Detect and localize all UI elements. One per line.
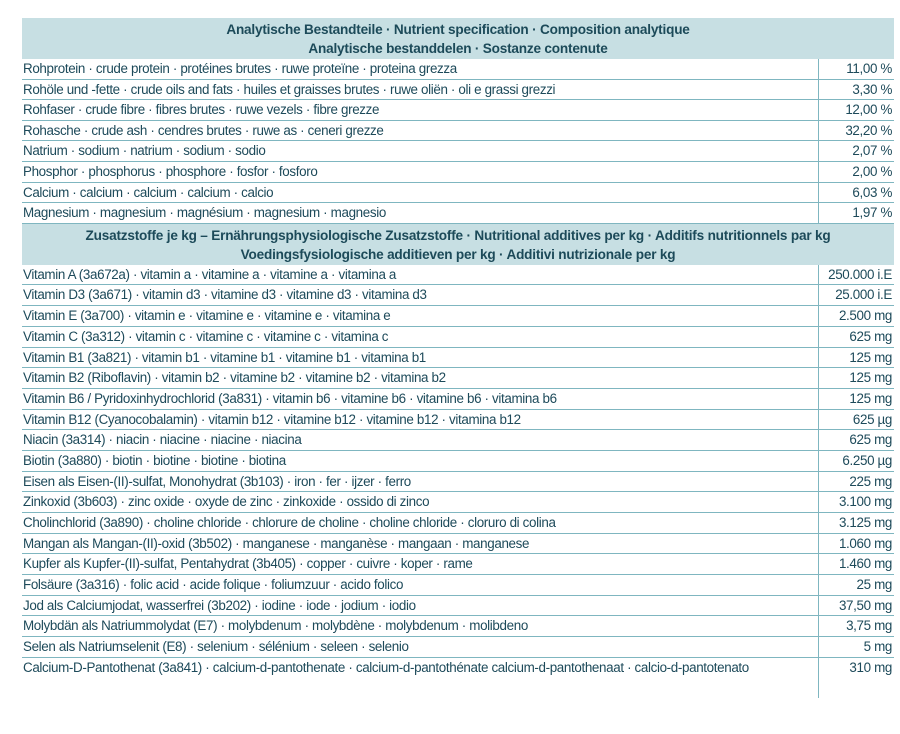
row-name: Vitamin D3 (3a671) · vitamin d3 · vitamine d3 · vitamine d3 · vitamina d3 (22, 285, 819, 305)
table-row (22, 534, 894, 555)
row-value: 125 mg (849, 349, 892, 365)
additives-title-line1: Zusatzstoffe je kg – Ernährungsphysiologische Zusatzstoffe · Nutritional additives per kg · Additifs nutritionnels par kg (85, 227, 831, 243)
table-row (22, 451, 894, 472)
table-row (22, 183, 894, 204)
row-value: 6.250 µg (842, 452, 892, 468)
additives-title-line2: Voedingsfysiologische additieven per kg · Additivi nutrizionale per kg (240, 246, 676, 262)
table-row (22, 121, 894, 142)
table-row (22, 203, 894, 224)
row-value: 2,00 % (852, 163, 892, 179)
analytical-title-line1: Analytische Bestandteile · Nutrient specification · Composition analytique (226, 22, 690, 37)
table-row (22, 410, 894, 431)
analytical-header (22, 18, 894, 59)
table-row (22, 100, 894, 121)
row-name: Calcium · calcium · calcium · calcium · calcio (22, 183, 819, 203)
row-name: Jod als Calciumjodat, wasserfrei (3b202) · iodine · iode · jodium · iodio (22, 596, 819, 616)
row-value: 1,97 % (852, 205, 892, 221)
table-row (22, 265, 894, 286)
row-value: 3,30 % (852, 81, 892, 97)
row-value: 3.125 mg (838, 515, 892, 530)
table-row (22, 554, 894, 575)
row-name: Vitamin C (3a312) · vitamin c · vitamine c · vitamine c · vitamina c (22, 327, 819, 347)
row-name: Mangan als Mangan-(II)-oxid (3b502) · manganese · manganèse · mangaan · manganese (22, 534, 819, 554)
additives-header (22, 224, 894, 265)
row-name: Vitamin A (3a672a) · vitamin a · vitamine a · vitamine a · vitamina a (22, 265, 819, 285)
row-name: Kupfer als Kupfer-(II)-sulfat, Pentahydrat (3b405) · copper · cuivre · koper · rame (22, 554, 819, 574)
row-name: Magnesium · magnesium · magnésium · magnesium · magnesio (22, 203, 819, 223)
row-value: 125 mg (849, 370, 892, 386)
table-row (22, 389, 894, 410)
row-name: Rohöle und -fette · crude oils and fats · huiles et graisses brutes · ruwe oliën · oli e grassi grezzi (22, 80, 819, 100)
row-value: 2,07 % (852, 143, 892, 159)
row-name: Selen als Natriumselenit (E8) · selenium · sélénium · seleen · selenio (22, 637, 819, 657)
row-name: Vitamin B12 (Cyanocobalamin) · vitamin b12 · vitamine b12 · vitamine b12 · vitamina b12 (22, 410, 819, 430)
table-row (22, 596, 894, 617)
row-value: 3.100 mg (838, 494, 892, 510)
row-value: 11,00 % (846, 61, 892, 76)
row-value: 310 mg (849, 659, 892, 675)
row-name: Cholinchlorid (3a890) · choline chloride · chlorure de choline · choline chloride · cloruro di colina (22, 513, 819, 533)
table-row (22, 513, 894, 534)
row-name: Vitamin B2 (Riboflavin) · vitamin b2 · vitamine b2 · vitamine b2 · vitamina b2 (22, 368, 819, 388)
table-row (22, 285, 894, 306)
row-value: 625 µg (852, 411, 892, 427)
row-name: Eisen als Eisen-(II)-sulfat, Monohydrat (3b103) · iron · fer · ijzer · ferro (22, 472, 819, 492)
row-name: Vitamin B6 / Pyridoxinhydrochlorid (3a831) · vitamin b6 · vitamine b6 · vitamine b6 · vitamina b6 (22, 389, 819, 409)
row-value: 6,03 % (852, 184, 892, 200)
row-value: 225 mg (849, 473, 892, 489)
row-value: 5 mg (863, 639, 892, 655)
row-value: 2.500 mg (838, 308, 892, 324)
row-value: 32,20 % (845, 122, 892, 138)
row-name: Vitamin E (3a700) · vitamin e · vitamine e · vitamine e · vitamina e (22, 306, 819, 326)
table-row (22, 327, 894, 348)
row-name: Phosphor · phosphorus · phosphore · fosfor · fosforo (22, 162, 819, 182)
table-row (22, 348, 894, 369)
row-name: Niacin (3a314) · niacin · niacine · niacine · niacina (22, 430, 819, 450)
row-value: 12,00 % (845, 102, 892, 118)
row-value: 625 mg (849, 432, 892, 448)
table-row (22, 472, 894, 493)
row-name: Rohprotein · crude protein · protéines brutes · ruwe proteïne · proteina grezza (22, 59, 819, 79)
row-value: 250.000 i.E (828, 266, 892, 282)
table-row (22, 162, 894, 183)
row-value: 3,75 mg (846, 618, 892, 634)
nutrient-table (22, 18, 894, 698)
analytical-rows (22, 59, 894, 224)
row-name: Folsäure (3a316) · folic acid · acide folique · foliumzuur · acido folico (22, 575, 819, 595)
table-row (22, 141, 894, 162)
table-row (22, 616, 894, 637)
row-value: 25.000 i.E (835, 287, 892, 303)
row-value: 625 mg (849, 328, 892, 344)
row-name: Rohasche · crude ash · cendres brutes · ruwe as · ceneri grezze (22, 121, 819, 141)
table-row (22, 80, 894, 101)
table-row (22, 492, 894, 513)
row-name: Zinkoxid (3b603) · zinc oxide · oxyde de zinc · zinkoxide · ossido di zinco (22, 492, 819, 512)
row-name: Vitamin B1 (3a821) · vitamin b1 · vitamine b1 · vitamine b1 · vitamina b1 (22, 348, 819, 368)
row-name: Rohfaser · crude fibre · fibres brutes · ruwe vezels · fibre grezze (22, 100, 819, 120)
row-value: 1.460 mg (838, 556, 892, 572)
row-value: 25 mg (856, 577, 892, 593)
row-value: 125 mg (849, 390, 892, 406)
table-row (22, 658, 894, 698)
table-row (22, 575, 894, 596)
table-row (22, 637, 894, 658)
row-value: 37,50 mg (838, 597, 892, 613)
table-row (22, 368, 894, 389)
table-row (22, 59, 894, 80)
row-value: 1.060 mg (838, 535, 892, 551)
row-name: Natrium · sodium · natrium · sodium · sodio (22, 141, 819, 161)
table-row (22, 306, 894, 327)
additive-rows (22, 265, 894, 658)
table-row (22, 430, 894, 451)
row-name: Molybdän als Natriummolydat (E7) · molybdenum · molybdène · molybdenum · molibdeno (22, 616, 819, 636)
analytical-title-line2: Analytische bestanddelen · Sostanze contenute (308, 41, 608, 56)
row-name: Calcium-D-Pantothenat (3a841) · calcium-d-pantothenate · calcium-d-pantothénate calcium-d-pantothenaat · calcio-d-pantotenato (22, 658, 819, 698)
row-name: Biotin (3a880) · biotin · biotine · biotine · biotina (22, 451, 819, 471)
